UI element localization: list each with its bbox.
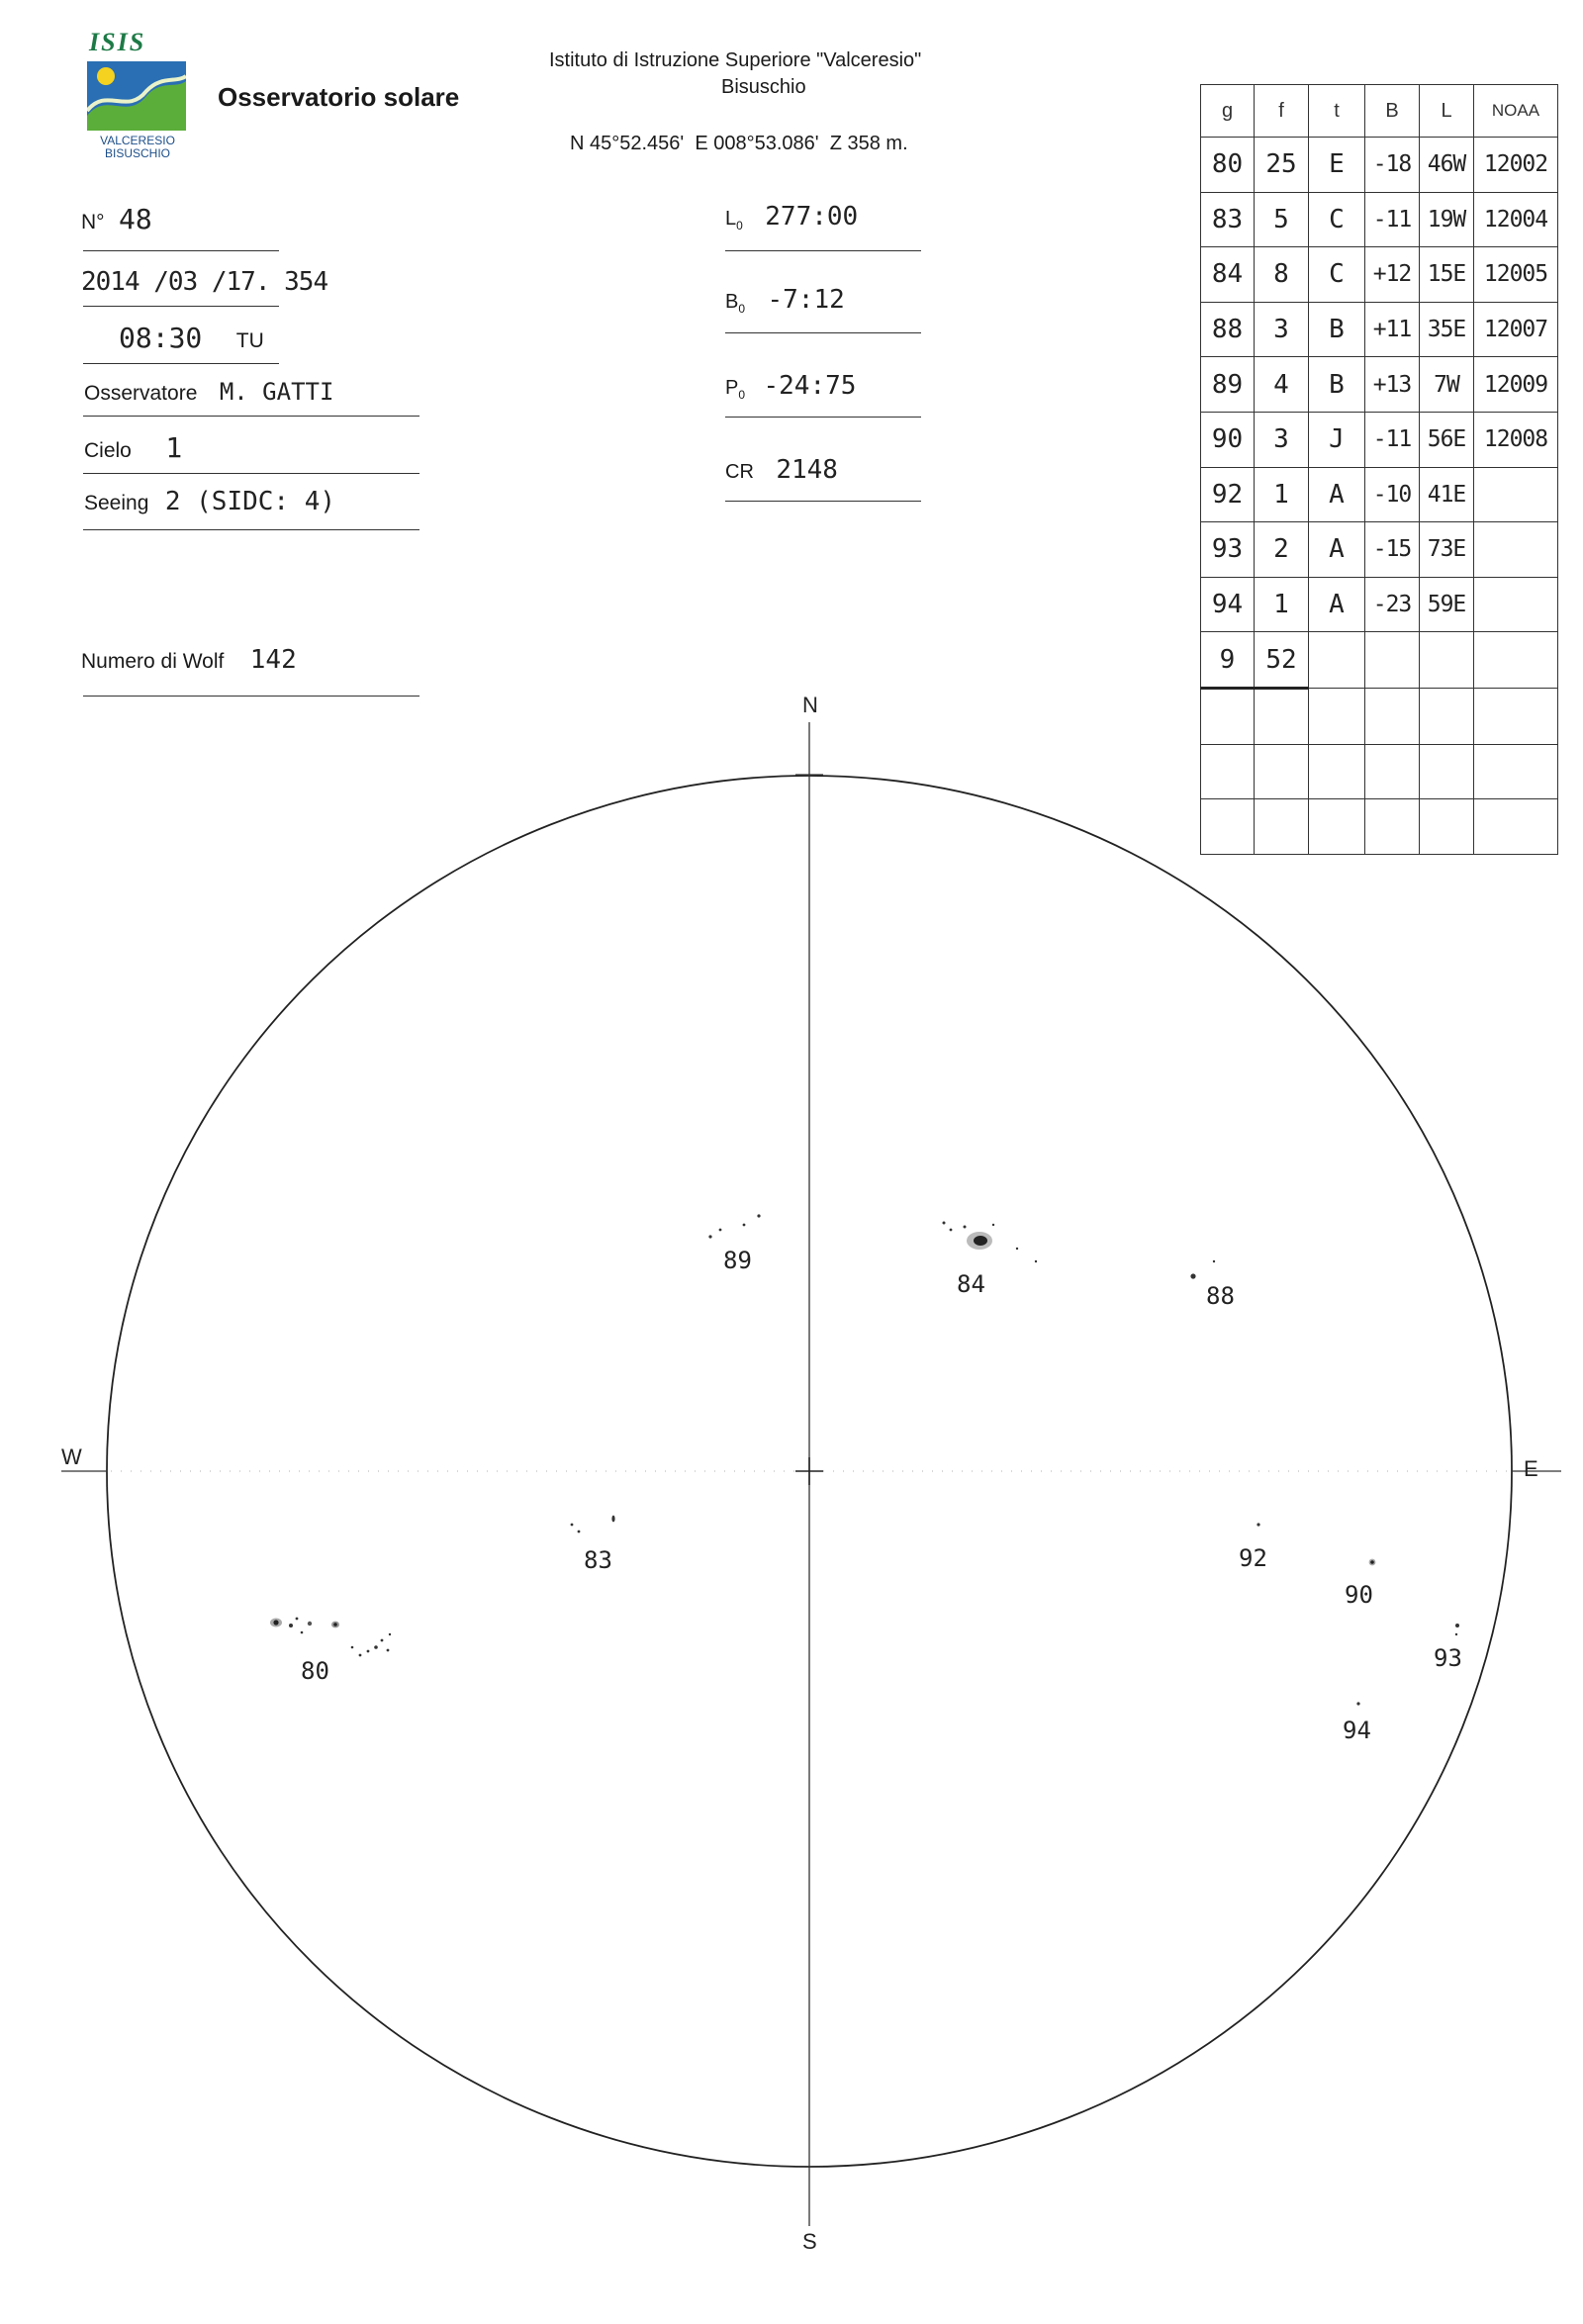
table-cell: +13 bbox=[1365, 357, 1420, 413]
column-header: t bbox=[1309, 85, 1365, 138]
l0-value: 277:00 bbox=[765, 202, 859, 232]
table-cell: 46W bbox=[1420, 138, 1474, 193]
sunspot-umbra bbox=[974, 1236, 987, 1246]
table-cell: 7W bbox=[1420, 357, 1474, 413]
sunspot bbox=[950, 1229, 953, 1232]
sunspot bbox=[964, 1226, 967, 1229]
table-cell: 84 bbox=[1201, 247, 1255, 303]
sky-value: 1 bbox=[165, 431, 183, 464]
sunspot bbox=[301, 1631, 304, 1634]
table-cell: 92 bbox=[1201, 467, 1255, 522]
wolf-number-label: Numero di Wolf bbox=[81, 650, 225, 673]
sunspot-group-89 bbox=[708, 1214, 760, 1274]
sunspot bbox=[374, 1645, 378, 1649]
solar-disk bbox=[61, 722, 1561, 2226]
table-cell: 1 bbox=[1255, 467, 1309, 522]
sunspot bbox=[611, 1516, 614, 1523]
sunspot bbox=[289, 1624, 293, 1627]
l0-label: $L_0$ bbox=[725, 208, 743, 232]
sunspot bbox=[719, 1229, 722, 1232]
table-cell: C bbox=[1309, 192, 1365, 247]
sunspot bbox=[1356, 1702, 1359, 1705]
column-header: L bbox=[1420, 85, 1474, 138]
table-cell: C bbox=[1309, 247, 1365, 303]
group-label: 83 bbox=[584, 1546, 612, 1574]
time-unit-label: TU bbox=[235, 329, 264, 352]
table-cell: -10 bbox=[1365, 467, 1420, 522]
table-cell: 56E bbox=[1420, 412, 1474, 467]
logo-caption-line2: BISUSCHIO bbox=[104, 146, 170, 160]
observation-time-value: 08:30 bbox=[119, 322, 203, 354]
table-cell: B bbox=[1309, 357, 1365, 413]
sunspot bbox=[1213, 1260, 1215, 1262]
observer-value: M. GATTI bbox=[219, 378, 334, 406]
table-cell: 12008 bbox=[1474, 412, 1558, 467]
page-title: Osservatorio solare bbox=[218, 82, 460, 112]
table-cell: 90 bbox=[1201, 412, 1255, 467]
table-cell: +11 bbox=[1365, 302, 1420, 357]
sunspot bbox=[757, 1214, 760, 1217]
sky-label: Cielo bbox=[84, 439, 132, 462]
table-cell: 8 bbox=[1255, 247, 1309, 303]
table-cell: 93 bbox=[1201, 522, 1255, 578]
column-header: g bbox=[1201, 85, 1255, 138]
south-label: S bbox=[802, 2229, 817, 2254]
table-cell: 35E bbox=[1420, 302, 1474, 357]
sunspot-group-80 bbox=[270, 1618, 391, 1685]
group-label: 88 bbox=[1206, 1282, 1235, 1310]
table-cell: 94 bbox=[1201, 577, 1255, 632]
table-cell: -11 bbox=[1365, 192, 1420, 247]
institute-name: Istituto di Istruzione Superiore "Valceresio" bbox=[549, 49, 922, 71]
sunspot bbox=[296, 1618, 299, 1621]
sunspot-group-90 bbox=[1345, 1559, 1375, 1609]
table-cell: 25 bbox=[1255, 138, 1309, 193]
observatory-coordinates: N 45°52.456' E 008°53.086' Z 358 m. bbox=[570, 133, 908, 154]
table-cell: 89 bbox=[1201, 357, 1255, 413]
table-cell: 3 bbox=[1255, 302, 1309, 357]
sunspot bbox=[367, 1650, 370, 1653]
table-cell: -23 bbox=[1365, 577, 1420, 632]
logo-text: ISIS bbox=[89, 28, 146, 56]
sunspot bbox=[708, 1235, 711, 1238]
b0-value: -7:12 bbox=[767, 285, 845, 315]
group-label: 80 bbox=[301, 1657, 329, 1685]
sunspot bbox=[1257, 1523, 1259, 1526]
group-label: 84 bbox=[957, 1270, 985, 1298]
column-header: NOAA bbox=[1474, 85, 1558, 138]
total-spots-cell: 52 bbox=[1255, 632, 1309, 689]
b0-label: $B_0$ bbox=[725, 291, 746, 316]
sunspot bbox=[381, 1639, 384, 1642]
wolf-number-value: 142 bbox=[249, 645, 297, 675]
sunspot-group-88 bbox=[1190, 1260, 1235, 1310]
p0-label: $P_0$ bbox=[725, 377, 746, 402]
table-cell: 83 bbox=[1201, 192, 1255, 247]
sunspot-group-83 bbox=[571, 1516, 615, 1574]
table-cell: -18 bbox=[1365, 138, 1420, 193]
institute-town: Bisuschio bbox=[721, 76, 806, 98]
sunspot bbox=[1016, 1248, 1018, 1250]
table-cell: A bbox=[1309, 467, 1365, 522]
sunspot bbox=[351, 1646, 354, 1649]
sunspot-umbra bbox=[333, 1623, 337, 1627]
table-cell: 88 bbox=[1201, 302, 1255, 357]
table-cell: +12 bbox=[1365, 247, 1420, 303]
sunspot bbox=[743, 1224, 746, 1227]
group-label: 94 bbox=[1343, 1717, 1371, 1744]
sunspot-umbra bbox=[1370, 1560, 1374, 1564]
table-cell: 2 bbox=[1255, 522, 1309, 578]
sunspot-group-92 bbox=[1239, 1523, 1267, 1572]
table-cell: -11 bbox=[1365, 412, 1420, 467]
total-groups-cell: 9 bbox=[1201, 632, 1255, 689]
sunspot-umbra bbox=[273, 1620, 278, 1625]
sunspot bbox=[359, 1654, 362, 1657]
table-cell: 80 bbox=[1201, 138, 1255, 193]
seeing-value: 2 (SIDC: 4) bbox=[164, 487, 336, 516]
table-cell: A bbox=[1309, 577, 1365, 632]
table-cell: A bbox=[1309, 522, 1365, 578]
sunspot bbox=[1455, 1633, 1457, 1635]
table-cell: -15 bbox=[1365, 522, 1420, 578]
sunspot bbox=[943, 1222, 946, 1225]
sunspot bbox=[1190, 1273, 1195, 1278]
table-cell: 12009 bbox=[1474, 357, 1558, 413]
group-label: 90 bbox=[1345, 1581, 1373, 1609]
table-cell: 59E bbox=[1420, 577, 1474, 632]
group-label: 93 bbox=[1434, 1644, 1462, 1672]
table-cell: 41E bbox=[1420, 467, 1474, 522]
north-label: N bbox=[802, 693, 818, 717]
table-cell: 12002 bbox=[1474, 138, 1558, 193]
sunspot bbox=[1035, 1260, 1037, 1262]
table-cell: 1 bbox=[1255, 577, 1309, 632]
table-cell: 12004 bbox=[1474, 192, 1558, 247]
sunspot bbox=[578, 1531, 581, 1534]
logo-caption-line1: VALCERESIO bbox=[100, 134, 175, 147]
table-cell: 5 bbox=[1255, 192, 1309, 247]
table-cell: E bbox=[1309, 138, 1365, 193]
table-cell: 15E bbox=[1420, 247, 1474, 303]
p0-value: -24:75 bbox=[763, 371, 857, 401]
table-cell: 12005 bbox=[1474, 247, 1558, 303]
west-label: W bbox=[61, 1444, 82, 1469]
sunspot-group-84 bbox=[943, 1222, 1038, 1299]
table-cell: 19W bbox=[1420, 192, 1474, 247]
table-cell: B bbox=[1309, 302, 1365, 357]
column-header: f bbox=[1255, 85, 1309, 138]
sunspot bbox=[571, 1524, 574, 1527]
group-label: 89 bbox=[723, 1247, 752, 1274]
carrington-rotation-label: CR bbox=[725, 461, 754, 483]
carrington-rotation-value: 2148 bbox=[776, 455, 838, 485]
sunspot bbox=[992, 1224, 994, 1226]
sunspot bbox=[308, 1622, 312, 1626]
group-label: 92 bbox=[1239, 1544, 1267, 1572]
sunspot bbox=[387, 1649, 390, 1652]
record-number-value: 48 bbox=[119, 203, 152, 235]
observation-date: 2014 /03 /17. 354 bbox=[81, 267, 328, 297]
sunspot-group-93 bbox=[1434, 1624, 1462, 1672]
observer-label: Osservatore bbox=[84, 382, 198, 405]
sunspot bbox=[1455, 1624, 1459, 1627]
sunspot-group-94 bbox=[1343, 1702, 1371, 1744]
record-number-label: N° bbox=[81, 211, 105, 233]
table-cell: 73E bbox=[1420, 522, 1474, 578]
sunspot bbox=[389, 1633, 391, 1635]
table-cell: J bbox=[1309, 412, 1365, 467]
seeing-label: Seeing bbox=[84, 492, 149, 514]
column-header: B bbox=[1365, 85, 1420, 138]
table-cell: 4 bbox=[1255, 357, 1309, 413]
table-cell: 3 bbox=[1255, 412, 1309, 467]
east-label: E bbox=[1524, 1456, 1538, 1481]
table-cell: 12007 bbox=[1474, 302, 1558, 357]
